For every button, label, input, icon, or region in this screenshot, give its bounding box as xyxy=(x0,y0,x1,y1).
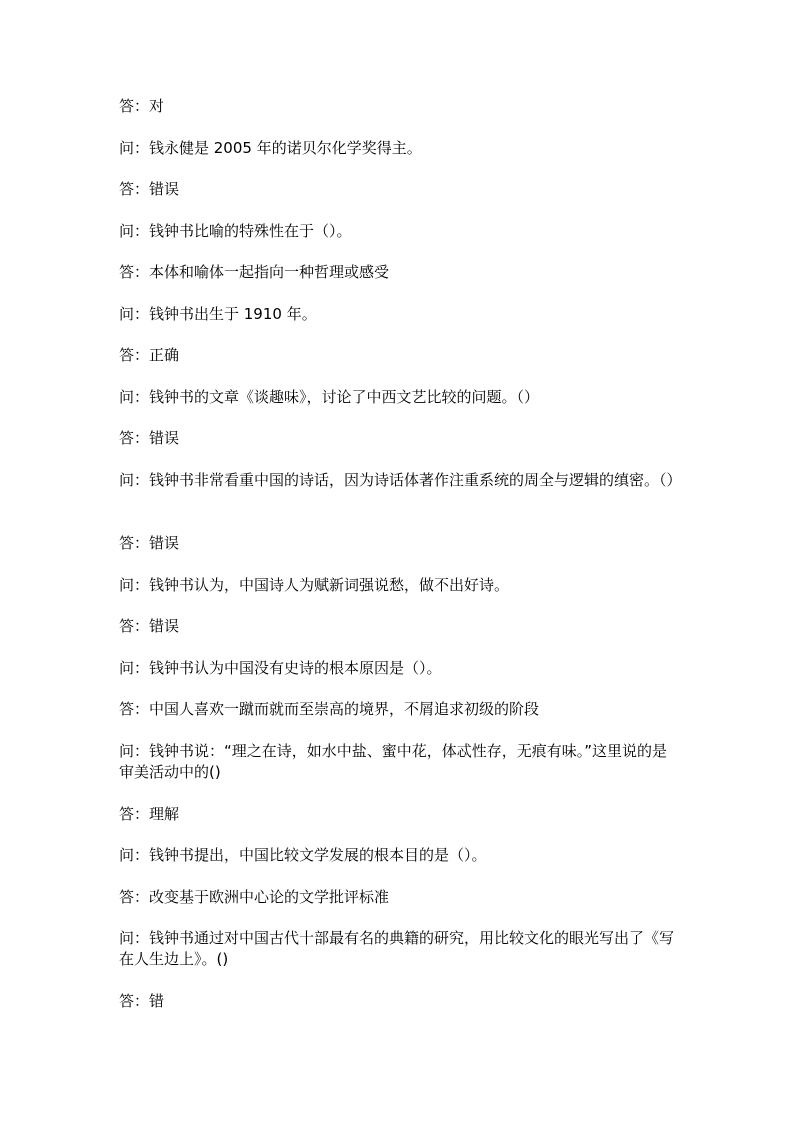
question-text: 问：钱钟书认为中国没有史诗的根本原因是（）。 xyxy=(119,659,442,677)
answer-text: 答：错 xyxy=(119,992,165,1010)
question-text: 问：钱钟书说：“理之在诗，如水中盐、蜜中花，体忒性存，无痕有味。”这里说的是审美活动中的() xyxy=(119,742,668,781)
answer-text: 答：错误 xyxy=(119,534,180,552)
question-text: 问：钱钟书比喻的特殊性在于（）。 xyxy=(119,222,352,240)
answer-text: 答：错误 xyxy=(119,429,180,447)
question-text: 问：钱钟书认为，中国诗人为赋新词强说愁，做不出好诗。 xyxy=(119,576,510,594)
answer-text: 答：改变基于欧洲中心论的文学批评标准 xyxy=(119,888,390,906)
question-text: 问：钱钟书的文章《谈趣味》，讨论了中西文艺比较的问题。（） xyxy=(119,388,540,406)
question-text: 问：钱永健是 2005 年的诺贝尔化学奖得主。 xyxy=(119,139,422,157)
answer-text: 答：本体和喻体一起指向一种哲理或感受 xyxy=(119,263,390,281)
answer-text: 答：错误 xyxy=(119,180,180,198)
answer-text: 答：正确 xyxy=(119,346,180,364)
question-text: 问：钱钟书提出，中国比较文学发展的根本目的是（）。 xyxy=(119,846,487,864)
answer-text: 答：理解 xyxy=(119,805,180,823)
question-text: 问：钱钟书通过对中国古代十部最有名的典籍的研究，用比较文化的眼光写出了《写在人生边上》。() xyxy=(119,929,675,968)
question-text: 问：钱钟书非常看重中国的诗话，因为诗话体著作注重系统的周全与逻辑的缜密。（） xyxy=(119,471,682,489)
question-text: 问：钱钟书出生于 1910 年。 xyxy=(119,305,317,323)
answer-text: 答：中国人喜欢一蹴而就而至崇高的境界，不屑追求初级的阶段 xyxy=(119,700,540,718)
answer-text: 答：对 xyxy=(119,97,165,115)
answer-text: 答：错误 xyxy=(119,617,180,635)
